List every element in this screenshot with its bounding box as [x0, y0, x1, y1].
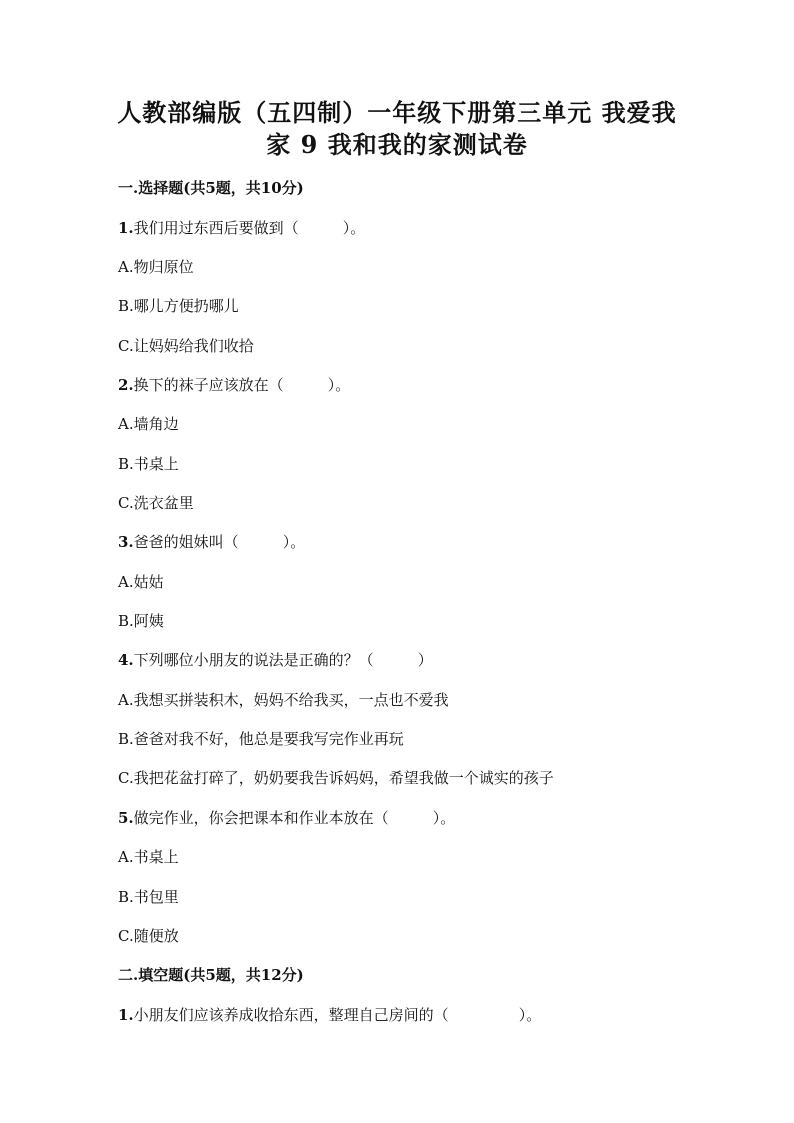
option: C.随便放 — [118, 927, 179, 945]
question-text: 小朋友们应该养成收拾东西，整理自己房间的（ — [133, 1006, 449, 1024]
question-number: 1. — [118, 1006, 134, 1024]
option: B.爸爸对我不好，他总是要我写完作业再玩 — [118, 730, 404, 748]
question-number: 5. — [118, 809, 134, 827]
question-text: 做完作业，你会把课本和作业本放在（ — [133, 809, 389, 827]
question-text-end: ）。 — [282, 533, 306, 551]
option: A.书桌上 — [118, 848, 179, 866]
option: C.让妈妈给我们收拾 — [118, 337, 254, 355]
option: B.书包里 — [118, 888, 179, 906]
question-2 — [118, 375, 350, 395]
question-text-end: ）。 — [432, 809, 456, 827]
question-text: 爸爸的姐妹叫（ — [133, 533, 239, 551]
option: A.我想买拼装积木，妈妈不给我买，一点也不爱我 — [118, 691, 449, 709]
exam-title-line-2: 家 9 我和我的家测试卷 — [266, 130, 528, 159]
question-text-end: ）。 — [327, 376, 351, 394]
question-number: 2. — [118, 376, 134, 394]
option: B.阿姨 — [118, 612, 164, 630]
section-heading-choice: 一.选择题(共5题，共10分) — [118, 179, 304, 197]
question-5 — [118, 808, 455, 828]
question-1 — [118, 218, 365, 238]
option: B.哪儿方便扔哪儿 — [118, 297, 239, 315]
section-heading-fill-in: 二.填空题(共5题，共12分) — [118, 966, 304, 984]
question-text-end: ）。 — [342, 219, 366, 237]
exam-title-line-1: 人教部编版（五四制）一年级下册第三单元 我爱我 — [117, 98, 677, 127]
question-4 — [118, 650, 433, 670]
option: B.书桌上 — [118, 455, 179, 473]
option: A.物归原位 — [118, 258, 194, 276]
question-text-end: ）。 — [518, 1006, 542, 1024]
question-text-end: ） — [417, 651, 433, 669]
fill-question-1 — [118, 1005, 541, 1025]
question-text: 我们用过东西后要做到（ — [133, 219, 299, 237]
question-number: 3. — [118, 533, 134, 551]
question-number: 4. — [118, 651, 134, 669]
question-text: 下列哪位小朋友的说法是正确的？（ — [133, 651, 374, 669]
question-text: 换下的袜子应该放在（ — [133, 376, 284, 394]
option: C.洗衣盆里 — [118, 494, 194, 512]
question-number: 1. — [118, 219, 134, 237]
option: C.我把花盆打碎了，奶奶要我告诉妈妈，希望我做一个诚实的孩子 — [118, 769, 554, 787]
option: A.姑姑 — [118, 573, 164, 591]
option: A.墙角边 — [118, 415, 179, 433]
question-3 — [118, 532, 305, 552]
